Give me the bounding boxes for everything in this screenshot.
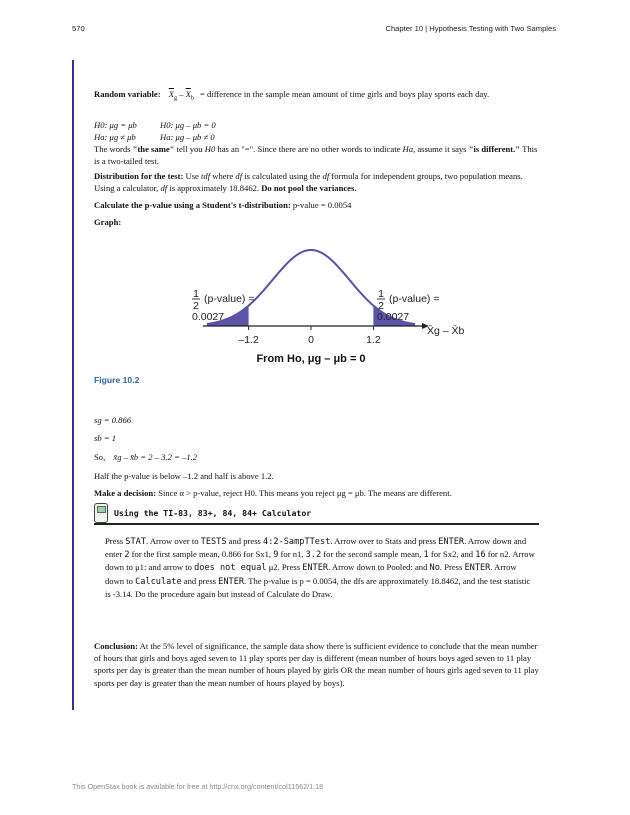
chart-title: From Ho, μg – μb = 0 xyxy=(256,353,366,365)
left-annotation-pvalue-number: 0.0027 xyxy=(192,311,225,323)
h0-a: H0: μg = μb xyxy=(94,120,137,130)
x-tick-label: 0 xyxy=(308,334,314,346)
figure-caption: Figure 10.2 xyxy=(94,375,140,385)
x-tick-label: –1.2 xyxy=(238,334,259,346)
page-number: 570 xyxy=(72,24,85,33)
calculator-divider xyxy=(94,523,539,525)
ha-b: Ha: μg – μb ≠ 0 xyxy=(160,132,215,143)
right-annotation-pvalue-number: 0.0027 xyxy=(377,311,410,323)
xg-symbol: $\overline{X}_g$ xyxy=(168,89,178,102)
sg-line: sg = 0.866 xyxy=(94,415,132,425)
sb-line: sb = 1 xyxy=(94,433,117,443)
h0-b: H0: μg – μb = 0 xyxy=(160,120,216,130)
minus-sign: – xyxy=(179,89,184,99)
footer: This OpenStax book is available for free at http://cnx.org/content/col11562/1.18 xyxy=(72,782,324,791)
half-line: Half the p-value is below –1.2 and half is above 1.2. xyxy=(94,471,274,481)
left-annotation-denominator: 2 xyxy=(193,300,199,312)
x-axis-label: X̄g – X̄b xyxy=(427,325,465,337)
calculator-icon xyxy=(94,503,108,523)
graph-label: Graph: xyxy=(94,217,122,227)
diff-line: So, x̄g – x̄b = 2 – 3.2 = –1.2 xyxy=(94,452,198,462)
ha-a: Ha: μg ≠ μb xyxy=(94,132,136,143)
decision-para: Make a decision: Since α > p-value, reject H0. This means you reject μg = μb. The means are different. xyxy=(94,488,452,498)
pvalue-line: Calculate the p-value using a Student's t-distribution: p-value = 0.0054 xyxy=(94,200,352,210)
right-annotation-pvalue-text: (p-value) = xyxy=(389,293,440,305)
left-annotation-numerator: 1 xyxy=(193,288,199,300)
words-para: The words "the same" tell you H0 has an "=". Since there are no other words to indicate Ha, assume it says "is different." This is a two-tailed test. xyxy=(94,144,538,167)
random-variable-desc: = difference in the sample mean amount of time girls and boys play sports each day. xyxy=(200,89,490,99)
left-annotation-pvalue-text: (p-value) = xyxy=(204,293,255,305)
conclusion-para: Conclusion: At the 5% level of significance, the sample data show there is sufficient evidence to conclude that the mean number of hours that girls and boys aged seven to 11 play sports per day is different (mean number of hours boys aged seven to 11 play sports per day is greater than the mean number of hours played by girls OR the mean number of hours girls aged seven to 11 play sports per day is greater than the mean number of hours played by boys). xyxy=(94,641,539,688)
x-tick-label: 1.2 xyxy=(366,334,381,346)
calculator-heading: Using the TI-83, 83+, 84, 84+ Calculator xyxy=(114,508,312,518)
xb-symbol: $\overline{X}_b$ xyxy=(185,89,194,102)
distribution-para: Distribution for the test: Use tdf where df is calculated using the df formula for independent groups, two population means. Using a calculator, df is approximately 18.8462. Do not pool the variances. xyxy=(94,171,523,194)
right-annotation-denominator: 2 xyxy=(378,300,384,312)
calculator-instructions: Press STAT. Arrow over to TESTS and press 4:2-SampTTest. Arrow over to Stats and press ENTER. Arrow down and enter 2 for the first sample mean, 0.866 for Sx1, 9 for n1, 3.2 for the second sample mean, 1 for Sx2, and 16 for n2. Arrow down to μ1: and arrow to does not equal μ2. Press ENTER. Arrow down to Pooled: and No. Press ENTER. Arrow down to Calculate and press ENTER. The p-value is p = 0.0054, the dfs are approximately 18.8462, and the test statistic is -3.14. Do the procedure again but instead of Calculate do Draw. xyxy=(105,536,535,599)
right-annotation-numerator: 1 xyxy=(378,288,384,300)
random-variable-label: Random variable: xyxy=(94,89,161,99)
chapter-title: Chapter 10 | Hypothesis Testing with Two Samples xyxy=(385,24,556,33)
